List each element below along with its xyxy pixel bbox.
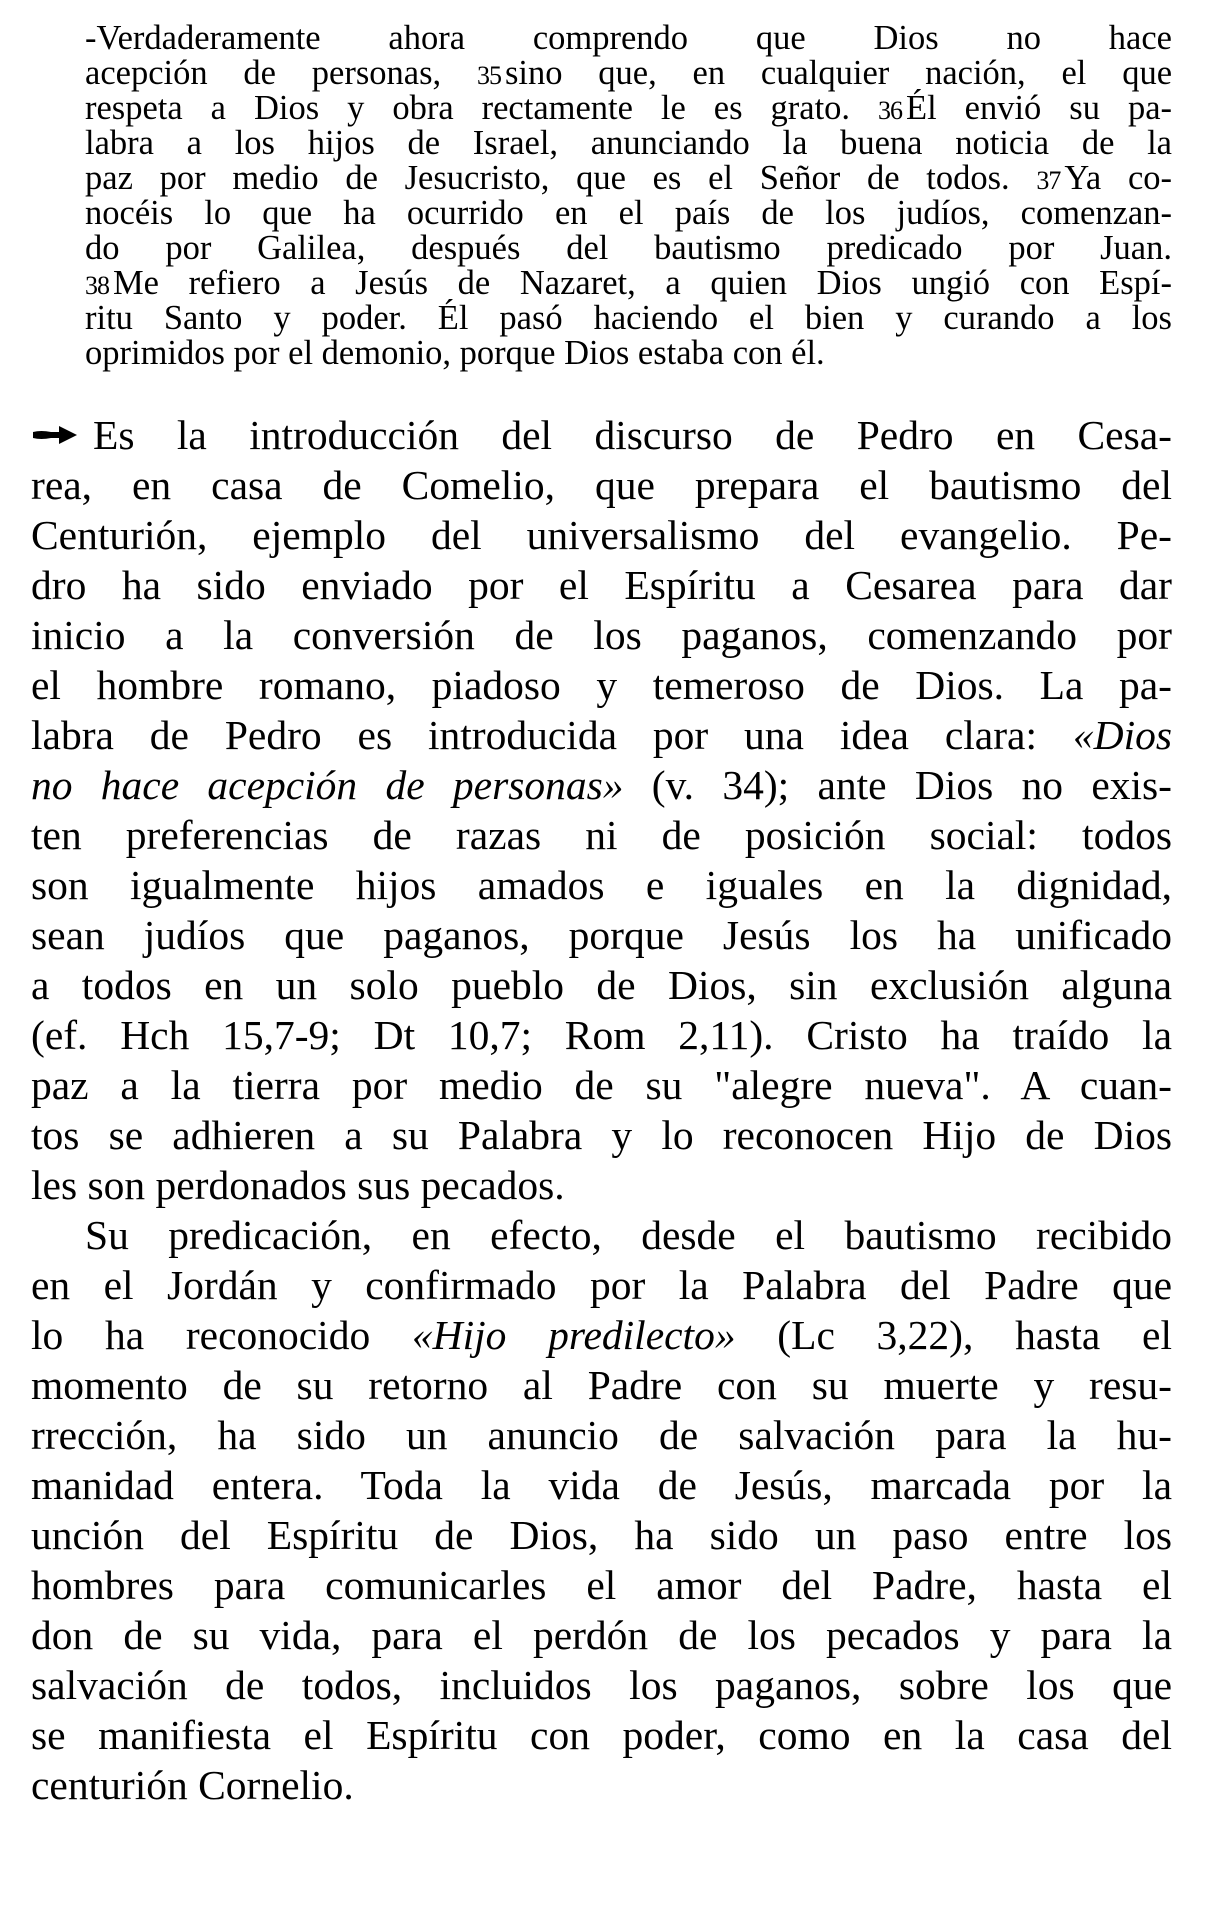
verse-number: 38	[85, 271, 109, 300]
commentary-line: momento de su retorno al Padre con su muerte y resu-	[31, 1362, 1172, 1408]
commentary-line: rea, en casa de Comelio, que prepara el bautismo del	[31, 462, 1172, 508]
italic-quote: «Dios	[1072, 712, 1172, 758]
quote-line-text: respeta a Dios y obra rectamente le es grato.	[85, 89, 879, 127]
commentary-line: Centurión, ejemplo del universalismo del evangelio. Pe-	[31, 512, 1172, 558]
commentary-line: hombres para comunicarles el amor del Padre, hasta el	[31, 1562, 1172, 1608]
commentary-line: se manifiesta el Espíritu con poder, como en la casa del	[31, 1712, 1172, 1758]
italic-quote: «Hijo predilecto»	[411, 1312, 736, 1358]
quote-line-text: sino que, en cualquier nación, el que	[504, 54, 1173, 92]
quote-line: do por Galilea, después del bautismo predicado por Juan.	[85, 229, 1172, 267]
verse-number: 37	[1036, 166, 1061, 195]
commentary-line: rrección, ha sido un anuncio de salvación para la hu-	[31, 1412, 1172, 1458]
commentary-text: Es la introducción del discurso de Pedro en Cesa-	[93, 412, 1172, 458]
commentary-line: a todos en un solo pueblo de Dios, sin exclusión alguna	[31, 962, 1172, 1008]
quote-line-text: paz por medio de Jesucristo, que es el Señor de todos.	[85, 159, 1037, 197]
commentary-line: inicio a la conversión de los paganos, comenzando por	[31, 612, 1172, 658]
commentary-line: dro ha sido enviado por el Espíritu a Cesarea para dar	[31, 562, 1172, 608]
verse-number: 35	[476, 61, 501, 90]
commentary-line	[31, 410, 1172, 460]
commentary-line: manidad entera. Toda la vida de Jesús, marcada por la	[31, 1462, 1172, 1508]
quote-line: labra a los hijos de Israel, anunciando la buena noticia de la	[85, 124, 1172, 162]
commentary-line: paz a la tierra por medio de su "alegre nueva". A cuan-	[31, 1062, 1172, 1108]
commentary-line	[31, 710, 1172, 760]
commentary-line: tos se adhieren a su Palabra y lo reconocen Hijo de Dios	[31, 1112, 1172, 1158]
quote-line: -Verdaderamente ahora comprendo que Dios no hace	[85, 19, 1172, 57]
commentary-line: salvación de todos, incluidos los paganos, sobre los que	[31, 1662, 1172, 1708]
commentary-line	[31, 1310, 1172, 1360]
verse-number: 36	[878, 96, 903, 125]
commentary-text: labra de Pedro es introducida por una idea clara:	[31, 712, 1073, 758]
commentary-line: son igualmente hijos amados e iguales en la dignidad,	[31, 862, 1172, 908]
commentary-line: ten preferencias de razas ni de posición social: todos	[31, 812, 1172, 858]
commentary-line: en el Jordán y confirmado por la Palabra del Padre que	[31, 1262, 1172, 1308]
commentary-line: (ef. Hch 15,7-9; Dt 10,7; Rom 2,11). Cristo ha traído la	[31, 1012, 1172, 1058]
quote-line-text: Él envió su pa-	[906, 89, 1172, 127]
commentary-line: Su predicación, en efecto, desde el bautismo recibido	[85, 1212, 1172, 1258]
commentary-line: unción del Espíritu de Dios, ha sido un paso entre los	[31, 1512, 1172, 1558]
quote-line: nocéis lo que ha ocurrido en el país de los judíos, comenzan-	[85, 194, 1172, 232]
quote-line-text: Me refiero a Jesús de Nazaret, a quien Dios ungió con Espí-	[113, 264, 1172, 302]
commentary-text: (Lc 3,22), hasta el	[735, 1312, 1172, 1358]
italic-quote: no hace acepción de personas»	[31, 762, 624, 808]
quote-line-text: Ya co-	[1064, 159, 1172, 197]
arrow-right-icon	[31, 423, 79, 447]
commentary-line: centurión Cornelio.	[31, 1762, 354, 1808]
commentary-line	[31, 760, 1172, 810]
commentary-text: lo ha reconocido	[31, 1312, 412, 1358]
commentary-line: don de su vida, para el perdón de los pecados y para la	[31, 1612, 1172, 1658]
quote-line: ritu Santo y poder. Él pasó haciendo el bien y curando a los	[85, 299, 1172, 337]
commentary-text: (v. 34); ante Dios no exis-	[623, 762, 1172, 808]
quote-line: oprimidos por el demonio, porque Dios estaba con él.	[85, 334, 825, 372]
quote-line-text: acepción de personas,	[85, 54, 477, 92]
commentary-line: sean judíos que paganos, porque Jesús los ha unificado	[31, 912, 1172, 958]
commentary-line: les son perdonados sus pecados.	[31, 1162, 565, 1208]
commentary-line: el hombre romano, piadoso y temeroso de Dios. La pa-	[31, 662, 1172, 708]
